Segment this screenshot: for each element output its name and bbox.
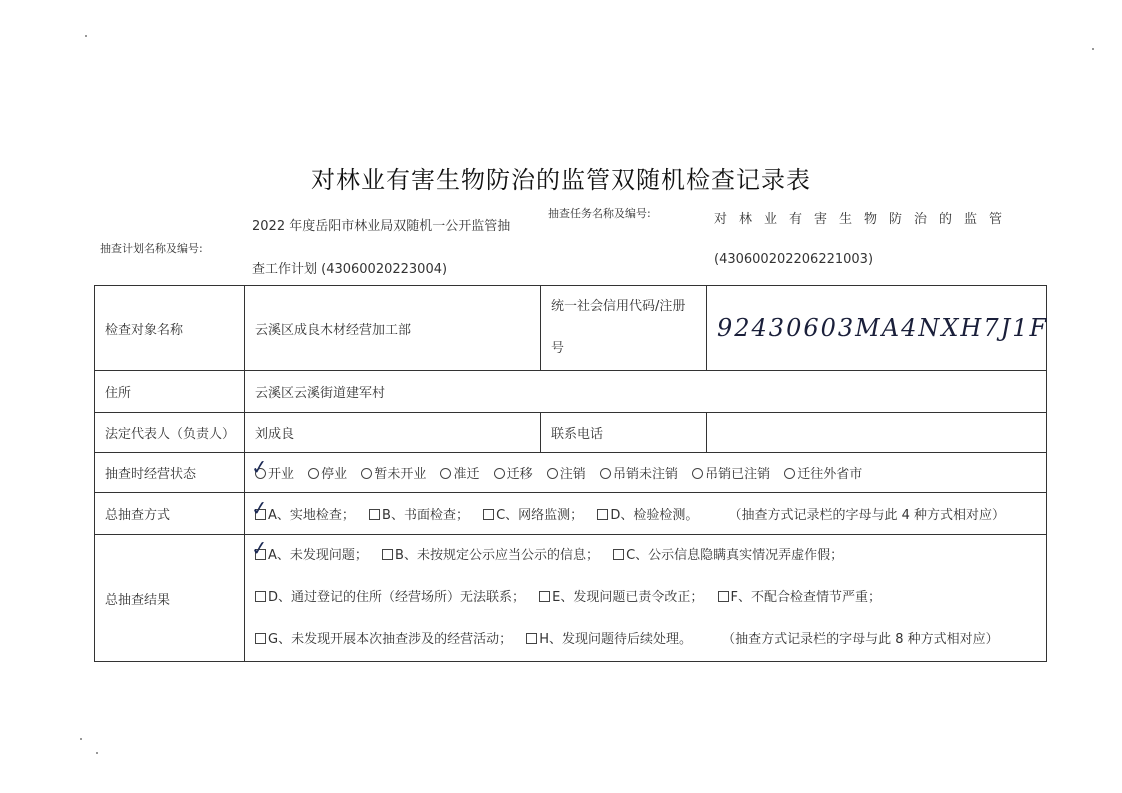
checkbox-icon — [539, 591, 550, 602]
result-options-line2 — [255, 577, 1036, 619]
result-option-a[interactable]: ✓ A、未发现问题； — [255, 535, 368, 577]
address-label: 住所 — [95, 371, 245, 413]
result-option-c[interactable]: C、公示信息隐瞒真实情况弄虚作假； — [613, 535, 843, 577]
object-name-value: 云溪区成良木材经营加工部 — [245, 286, 541, 371]
checkbox-icon — [597, 509, 608, 520]
address-value: 云溪区云溪街道建军村 — [245, 371, 1047, 413]
status-option-open[interactable]: ✓ 开业 — [249, 454, 295, 482]
checkbox-icon — [718, 591, 729, 602]
radio-circle-icon — [361, 468, 372, 479]
status-options — [245, 453, 1047, 493]
result-option-b[interactable]: B、未按规定公示应当公示的信息； — [382, 535, 599, 577]
result-option-g[interactable]: G、未发现开展本次抽查涉及的经营活动； — [255, 619, 512, 661]
radio-circle-icon — [308, 468, 319, 479]
status-option-not-yet-open[interactable]: 暂未开业 — [361, 463, 426, 482]
credit-code-label-line2: 号 — [551, 341, 565, 356]
object-name-label: 检查对象名称 — [95, 286, 245, 371]
method-option-d[interactable]: D、检验检测。 — [597, 504, 698, 523]
result-options — [245, 535, 1047, 662]
status-label: 抽查时经营状态 — [95, 453, 245, 493]
table-row — [95, 286, 1047, 371]
handwritten-check-icon: ✓ — [249, 495, 269, 521]
plan-name-line1: 2022 年度岳阳市林业局双随机一公开监管抽 — [252, 219, 511, 234]
radio-circle-icon — [494, 468, 505, 479]
radio-circle-icon — [440, 468, 451, 479]
status-option-approved-relocation[interactable]: 准迁 — [440, 463, 479, 482]
table-row — [95, 535, 1047, 662]
radio-circle-icon — [692, 468, 703, 479]
handwritten-check-icon: ✓ — [249, 454, 269, 480]
result-label: 总抽查结果 — [95, 535, 245, 662]
credit-code-label-line1: 统一社会信用代码/注册 — [551, 299, 686, 314]
legal-rep-value: 刘成良 — [245, 413, 541, 453]
result-option-h[interactable]: H、发现问题待后续处理。 — [526, 619, 692, 661]
result-option-f[interactable]: F、不配合检查情节严重； — [718, 577, 881, 619]
status-option-revoked-not-cancelled[interactable]: 吊销未注销 — [600, 463, 678, 482]
checkbox-icon — [369, 509, 380, 520]
status-option-suspended[interactable]: 停业 — [308, 463, 347, 482]
method-note: （抽查方式记录栏的字母与此 4 种方式相对应） — [728, 508, 1006, 523]
scan-speck — [85, 35, 87, 37]
radio-circle-icon — [600, 468, 611, 479]
credit-code-value: 92430603MA4NXH7J1F — [717, 314, 1049, 342]
credit-code-label — [541, 286, 707, 371]
table-row — [95, 413, 1047, 453]
task-name-line2: (430600202206221003) — [714, 252, 874, 267]
scan-speck — [1092, 48, 1094, 50]
status-option-revoked-cancelled[interactable]: 吊销已注销 — [692, 463, 770, 482]
checkbox-icon — [526, 633, 537, 644]
task-label: 抽查任务名称及编号: — [548, 207, 651, 220]
checkbox-icon — [382, 549, 393, 560]
document-title: 对林业有害生物防治的监管双随机检查记录表 — [311, 166, 811, 194]
result-options-line1 — [249, 535, 1036, 577]
status-option-cancelled[interactable]: 注销 — [547, 463, 586, 482]
phone-value — [707, 413, 1047, 453]
checkbox-icon — [255, 633, 266, 644]
phone-label: 联系电话 — [541, 413, 707, 453]
checkbox-icon — [483, 509, 494, 520]
method-label: 总抽查方式 — [95, 493, 245, 535]
checkbox-icon — [255, 591, 266, 602]
radio-circle-icon — [784, 468, 795, 479]
task-name-line1: 对林业有害生物防治的监管 — [714, 212, 1015, 227]
scan-speck — [96, 752, 98, 754]
table-row — [95, 493, 1047, 535]
credit-code-cell — [707, 286, 1047, 371]
table-row — [95, 453, 1047, 493]
table-row — [95, 371, 1047, 413]
method-option-a[interactable]: ✓ A、实地检查； — [249, 495, 355, 523]
legal-rep-label: 法定代表人（负责人） — [95, 413, 245, 453]
result-option-e[interactable]: E、发现问题已责令改正； — [539, 577, 703, 619]
result-options-line3 — [255, 619, 1036, 661]
result-note: （抽查方式记录栏的字母与此 8 种方式相对应） — [722, 632, 999, 647]
status-option-moved-out-of-province[interactable]: 迁往外省市 — [784, 463, 862, 482]
plan-label: 抽查计划名称及编号: — [100, 242, 203, 255]
method-option-b[interactable]: B、书面检查； — [369, 504, 469, 523]
result-option-d[interactable]: D、通过登记的住所（经营场所）无法联系； — [255, 577, 525, 619]
plan-name-line2: 查工作计划 (43060020223004) — [252, 262, 448, 277]
inspection-record-table — [94, 285, 1047, 662]
scan-speck — [80, 738, 82, 740]
method-option-c[interactable]: C、网络监测； — [483, 504, 583, 523]
handwritten-check-icon: ✓ — [249, 535, 269, 561]
checkbox-icon — [613, 549, 624, 560]
method-options — [245, 493, 1047, 535]
radio-circle-icon — [547, 468, 558, 479]
status-option-relocated[interactable]: 迁移 — [494, 463, 533, 482]
